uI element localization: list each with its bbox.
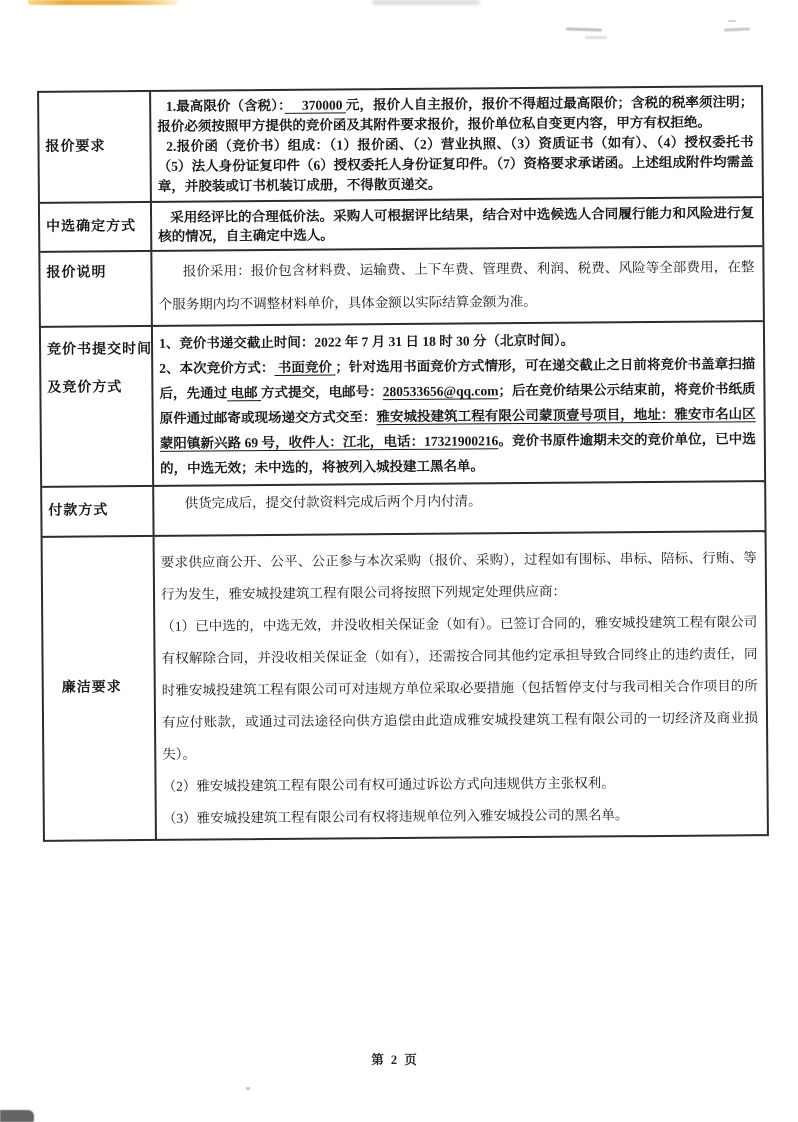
row-label-cell [40, 252, 153, 326]
paragraph [159, 351, 756, 481]
row-label: 竞价书提交时间 [47, 341, 153, 358]
paragraph [163, 798, 759, 835]
page-number: 第 2 页 [371, 1053, 419, 1067]
row-content-cell [155, 532, 767, 839]
scan-artifact-speck [246, 1087, 250, 1090]
paragraph [157, 92, 753, 137]
underlined-text: 电邮 [227, 385, 262, 401]
text-segment: （1）已中选的，中选无效，并没收相关保证金（如有）。已签订合同的，雅安城投建筑工程有限公司有权解除合同，并没收相关保证金（如有），还需按合同其他约定承担导致合同终止的违约责任，同时雅安城投建筑工程有限公司可对违规方单位采取必要措施（包括暂停支付与我司相关合作项目的所有应付账款，或通过司法途径向供方追偿由此造成雅安城投建筑工程有限公司的一切经济及商业损失）。 [161, 614, 759, 762]
text-segment: 供货完成后，提交付款资料完成后两个月内付清。 [184, 493, 482, 511]
row-label: 中选确定方式 [46, 218, 137, 235]
text-segment: 。竞价书原件逾期未交的竞价单位，已中选的，中选无效；未中选的，将被列入城投建工黑名单。 [159, 431, 756, 476]
table-row [40, 196, 762, 251]
row-label: 及竞价方式 [47, 380, 123, 396]
paragraph [160, 489, 756, 514]
underlined-text: 书面竞价 [274, 359, 336, 376]
text-segment: ；针对选用书面竞价方式情形，可在递交截止之日前将竞价书盖章扫描后，先通过 [159, 356, 756, 401]
row-label-cell [43, 537, 157, 840]
text-segment: 方式提交，电邮号： [260, 384, 383, 401]
scan-artifact-gray-dash [585, 36, 607, 39]
row-content-cell [152, 247, 763, 325]
paragraph [157, 132, 753, 197]
row-label-cell [39, 92, 152, 202]
paragraph [162, 766, 758, 803]
row-content-cell [154, 482, 764, 535]
text-segment: 1.最高限价（含税）： [165, 97, 285, 114]
row-label: 报价说明 [46, 265, 107, 281]
text-segment: 2.报价函（竞价书）组成：（1）报价函、（2）营业执照、（3）资质证书（如有）、（4）授权委托书（5）法人身份证复印件（6）授权委托人身份证复印件。（7）资格要求承诺函。上述组成附件均需盖章，并胶装或订书机装订成册，不得散页递交。 [157, 134, 754, 194]
row-content-cell [152, 198, 762, 250]
paragraph [158, 203, 754, 246]
text-segment: （2）雅安城投建筑工程有限公司有权可通过诉讼方式向违规供方主张权利。 [162, 775, 615, 794]
table-row [43, 530, 767, 840]
paragraph [161, 542, 757, 611]
row-label-cell [42, 487, 154, 536]
scan-artifact-ink-mark [0, 1110, 34, 1122]
scan-artifact-yellow-streak [28, 0, 178, 5]
underlined-text: 280533656@qq.com [382, 383, 499, 400]
underlined-text: 370000 [284, 97, 346, 113]
table-row [39, 87, 762, 202]
row-label-cell [41, 327, 154, 486]
row-content-cell [153, 322, 764, 485]
scan-artifact-gray-dash [724, 27, 750, 31]
text-segment: 元，报价人自主报价，报价不得超过最高限价；含税的税率须注明；报价必须按照甲方提供的竞价函及其附件要求报价，报价单位私自变更内容，甲方有权拒绝。 [157, 94, 754, 134]
text-segment: （3）雅安城投建筑工程有限公司有权将违规单位列入雅安城投公司的黑名单。 [162, 807, 629, 826]
row-label: 廉洁要求 [61, 680, 122, 696]
table-row [42, 480, 764, 536]
paragraph [158, 250, 755, 321]
underlined-text: 雅安城投建筑工程有限公司蒙顶壹号项目，地址：雅安市名山区蒙阳镇新兴路 69 号，收件人：江北，电话：17321900216 [159, 406, 756, 451]
row-label: 报价要求 [45, 138, 106, 155]
scan-artifact-gray-dash [728, 20, 736, 22]
table-row [40, 245, 763, 326]
text-segment: 采用经评比的合理低价法。采购人可根据评比结果，结合对中选候选人合同履行能力和风险进行复核的情况，自主确定中选人。 [158, 205, 755, 244]
row-content-cell [151, 87, 762, 201]
text-segment: 要求供应商公开、公平、公正参与本次采购（报价、采购），过程如有围标、串标、陪标、行贿、等行为发生，雅安城投建筑工程有限公司将按照下列规定处理供应商： [160, 550, 757, 602]
scan-artifact-gray-dash [566, 27, 602, 31]
row-label: 付款方式 [48, 503, 109, 519]
row-label-cell [40, 203, 152, 251]
text-segment: 2、本次竞价方式： [159, 360, 275, 376]
requirements-table [37, 85, 769, 842]
paragraph [161, 606, 758, 771]
text-segment: ；后在竞价结果公示结束前，将竞价书纸质原件通过邮寄或现场递交方式交至： [159, 381, 756, 426]
text-segment: 报价采用：报价包含材料费、运输费、上下车费、管理费、利润、税费、风险等全部费用，在整个服务期内均不调整材料单价，具体金额以实际结算金额为准。 [158, 259, 755, 312]
table-row [41, 320, 764, 486]
text-segment: 1、竞价书递交截止时间：2022 年 7 月 31 日 18 时 30 分（北京时间）。 [158, 332, 575, 351]
scan-artifact-top-smudge [372, 0, 480, 5]
